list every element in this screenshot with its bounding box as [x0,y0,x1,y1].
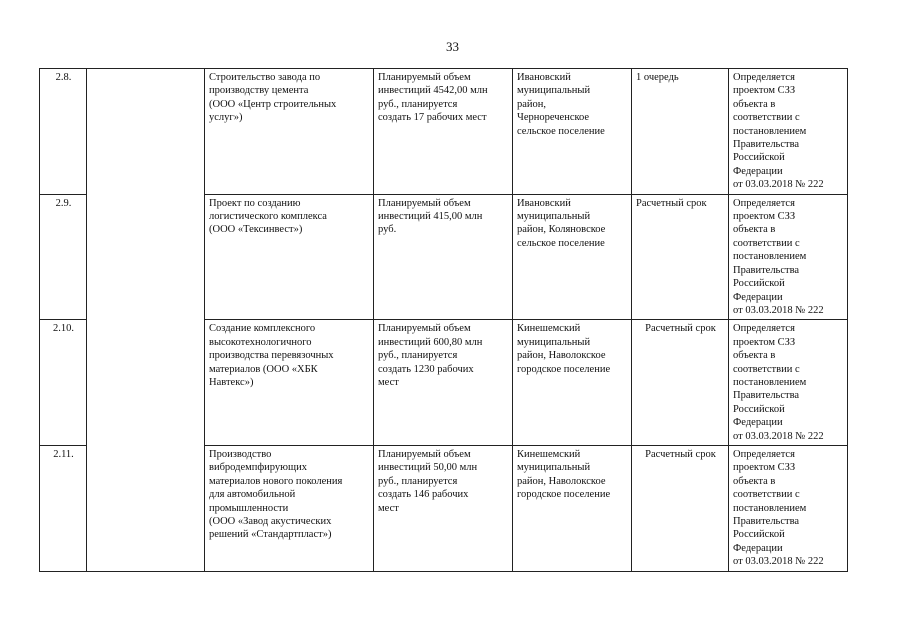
row-number-cell: 2.9. [40,194,87,320]
row-number-cell: 2.11. [40,445,87,571]
location-cell: Кинешемский муниципальный район, Наволокское городское поселение [513,320,632,446]
term-cell: Расчетный срок [632,320,729,446]
project-name-cell: Производство вибродемпфирующих материалов нового поколения для автомобильной промышленности (ООО «Завод акустических решений «Стандартпласт») [205,445,374,571]
merged-empty-cell [87,69,205,572]
characteristics-cell: Планируемый объем инвестиций 600,80 млн руб., планируется создать 1230 рабочих мест [374,320,513,446]
row-number-cell: 2.8. [40,69,87,195]
characteristics-cell: Планируемый объем инвестиций 415,00 млн руб. [374,194,513,320]
project-name-cell: Проект по созданию логистического комплекса (ООО «Тексинвест») [205,194,374,320]
project-name-cell: Строительство завода по производству цемента (ООО «Центр строительных услуг») [205,69,374,195]
page-number: 33 [446,39,459,54]
term-cell: Расчетный срок [632,445,729,571]
location-cell: Ивановский муниципальный район, Коляновское сельское поселение [513,194,632,320]
row-number-cell: 2.10. [40,320,87,446]
sanitary-zone-cell: Определяется проектом СЗЗ объекта в соответствии с постановлением Правительства Российской Федерации от 03.03.2018 № 222 [729,194,848,320]
project-name-cell: Создание комплексного высокотехнологичного производства перевязочных материалов (ООО «ХБК Навтекс») [205,320,374,446]
investment-projects-table [39,68,848,572]
term-cell: Расчетный срок [632,194,729,320]
sanitary-zone-cell: Определяется проектом СЗЗ объекта в соответствии с постановлением Правительства Российской Федерации от 03.03.2018 № 222 [729,320,848,446]
location-cell: Ивановский муниципальный район, Чернореченское сельское поселение [513,69,632,195]
term-cell: 1 очередь [632,69,729,195]
sanitary-zone-cell: Определяется проектом СЗЗ объекта в соответствии с постановлением Правительства Российской Федерации от 03.03.2018 № 222 [729,445,848,571]
location-cell: Кинешемский муниципальный район, Наволокское городское поселение [513,445,632,571]
sanitary-zone-cell: Определяется проектом СЗЗ объекта в соответствии с постановлением Правительства Российской Федерации от 03.03.2018 № 222 [729,69,848,195]
characteristics-cell: Планируемый объем инвестиций 50,00 млн руб., планируется создать 146 рабочих мест [374,445,513,571]
characteristics-cell: Планируемый объем инвестиций 4542,00 млн руб., планируется создать 17 рабочих мест [374,69,513,195]
table-row [40,69,848,195]
